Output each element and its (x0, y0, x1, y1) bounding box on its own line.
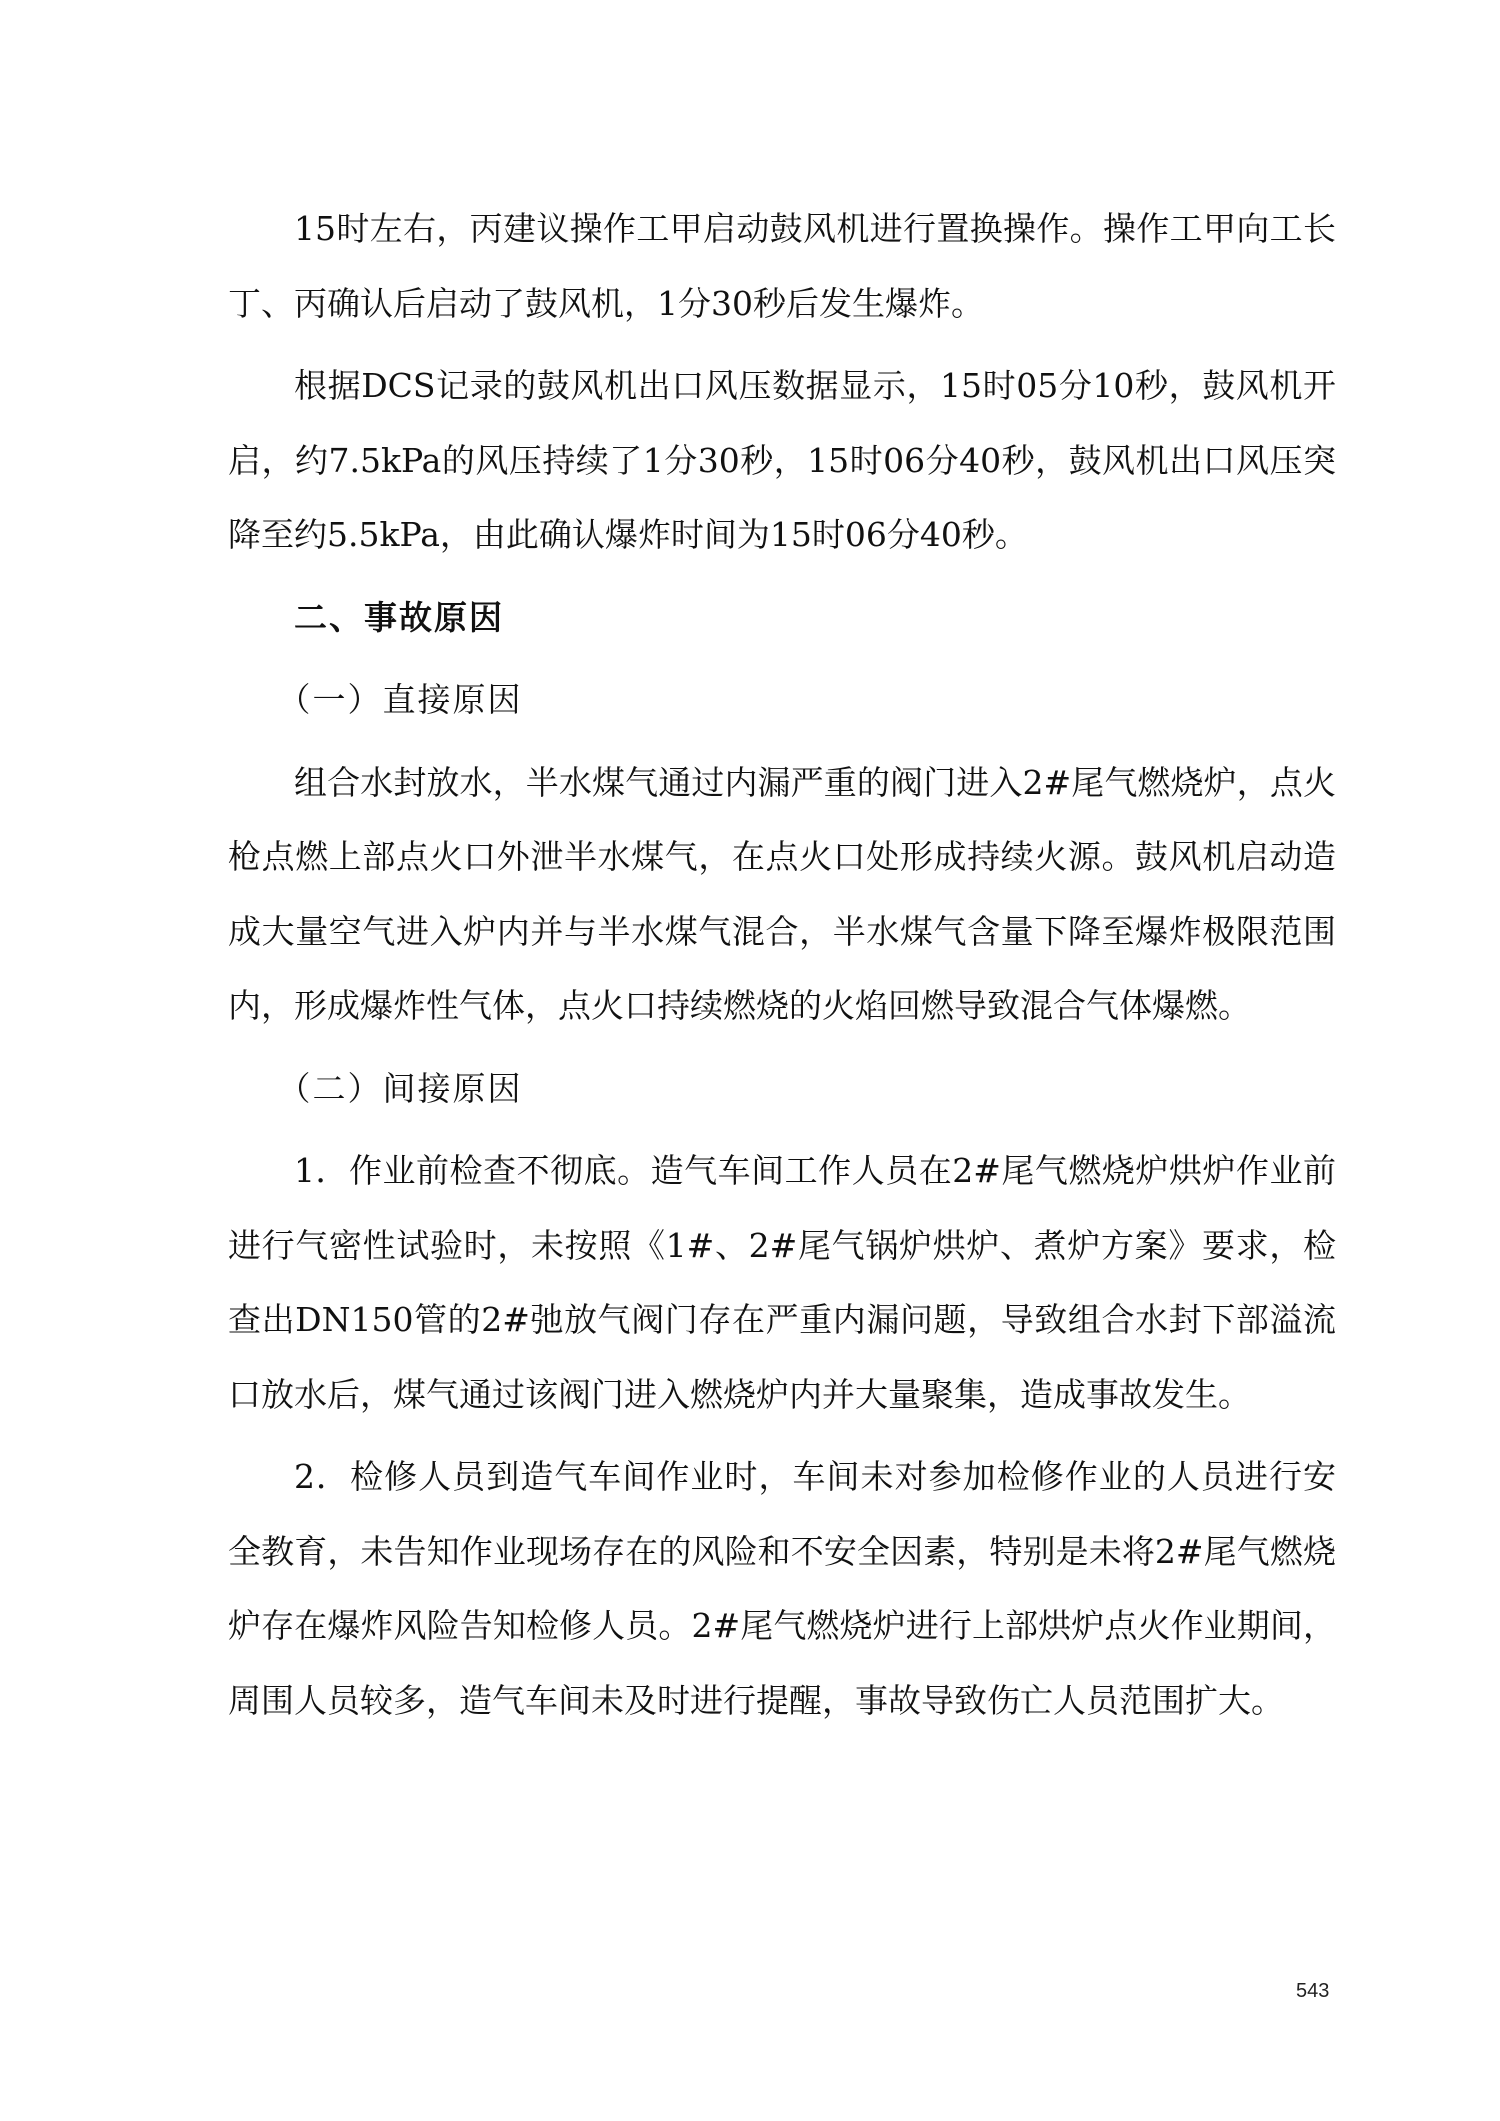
subheading-direct-cause: （一）直接原因 (277, 680, 523, 719)
section-heading-accident-cause: 二、事故原因 (294, 597, 504, 637)
page-content (228, 192, 1336, 1746)
paragraph-direct-cause: 组合水封放水，半水煤气通过内漏严重的阀门进入2#尾气燃烧炉，点火枪点燃上部点火口外泄半水煤气，在点火口处形成持续火源。鼓风机启动造成大量空气进入炉内并与半水煤气混合，半水煤气含量下降至爆炸极限范围内，形成爆炸性气体，点火口持续燃烧的火焰回燃导致混合气体爆燃。 (228, 762, 1336, 1025)
subheading-indirect-cause: （二）间接原因 (277, 1068, 523, 1108)
paragraph-indirect-cause-1: 1．作业前检查不彻底。造气车间工作人员在2#尾气燃烧炉烘炉作业前进行气密性试验时，未按照《1#、2#尾气锅炉烘炉、煮炉方案》要求，检查出DN150管的2#弛放气阀门存在严重内漏问题，导致组合水封下部溢流口放水后，煤气通过该阀门进入燃烧炉内并大量聚集，造成事故发生。 (228, 1151, 1336, 1414)
page-number: 543 (1296, 1980, 1330, 2002)
paragraph-indirect-cause-2: 2．检修人员到造气车间作业时，车间未对参加检修作业的人员进行安全教育，未告知作业现场存在的风险和不安全因素，特别是未将2#尾气燃烧炉存在爆炸风险告知检修人员。2#尾气燃烧炉进行上部烘炉点火作业期间，周围人员较多，造气车间未及时进行提醒，事故导致伤亡人员范围扩大。 (228, 1457, 1336, 1720)
paragraph-dcs-record: 根据DCS记录的鼓风机出口风压数据显示，15时05分10秒，鼓风机开启，约7.5kPa的风压持续了1分30秒，15时06分40秒，鼓风机出口风压突降至约5.5kPa，由此确认爆炸时间为15时06分40秒。 (228, 366, 1336, 554)
paragraph-blower-start: 15时左右，丙建议操作工甲启动鼓风机进行置换操作。操作工甲向工长丁、丙确认后启动了鼓风机，1分30秒后发生爆炸。 (228, 209, 1336, 323)
